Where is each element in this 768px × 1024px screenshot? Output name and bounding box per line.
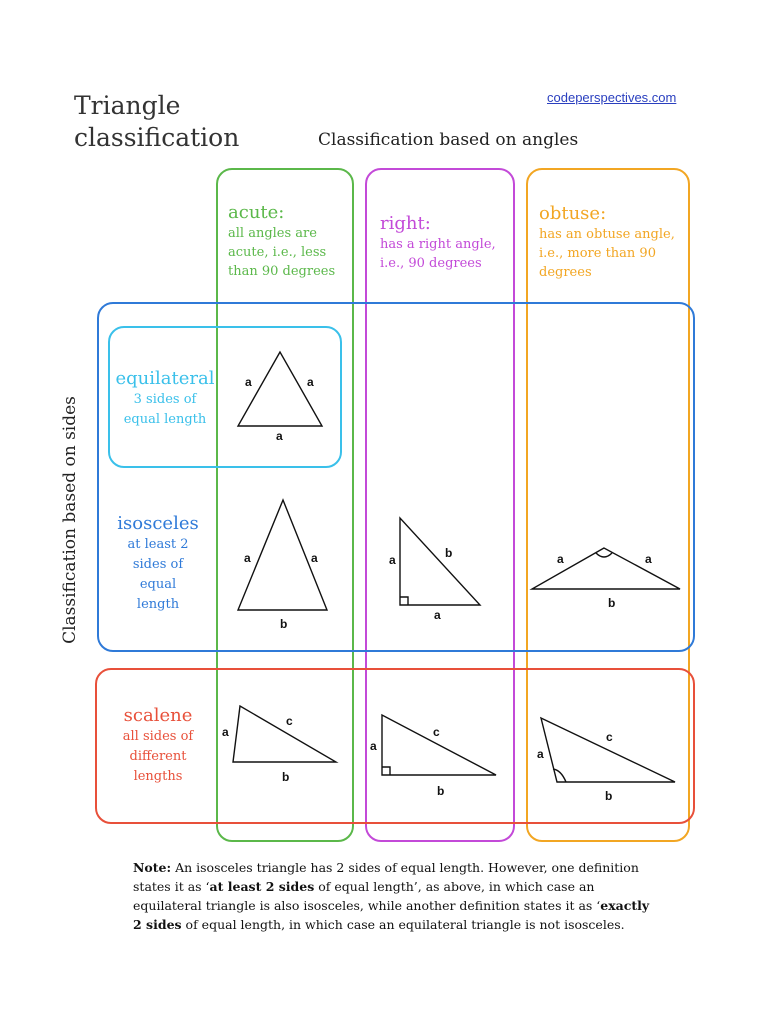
equilateral-acute-triangle bbox=[238, 352, 322, 426]
scalene-desc-line: lengths bbox=[133, 769, 183, 784]
side-label: a bbox=[434, 608, 441, 622]
right-desc-line: has a right angle, bbox=[380, 237, 496, 252]
obtuse-angle-arc bbox=[596, 553, 612, 557]
side-label: b bbox=[280, 617, 288, 631]
side-label: c bbox=[433, 725, 440, 739]
equilateral-desc-line: equal length bbox=[123, 412, 207, 427]
sides-heading: Classification based on sides bbox=[60, 396, 80, 644]
isosceles-desc-line: length bbox=[136, 597, 180, 612]
note-text: An isosceles triangle has 2 sides of equal length. However, one definition states it as ‘ bbox=[133, 860, 639, 894]
side-label: b bbox=[282, 770, 290, 784]
side-label: a bbox=[307, 375, 314, 389]
obtuse-title: obtuse: bbox=[539, 203, 607, 224]
side-label: a bbox=[244, 551, 251, 565]
right-angle-marker bbox=[382, 767, 390, 775]
title-line-1: Triangle bbox=[74, 91, 181, 120]
note-text: of equal length, in which case an equilateral triangle is not isosceles. bbox=[181, 917, 625, 932]
title-line-2: classification bbox=[74, 123, 240, 152]
side-label: c bbox=[286, 714, 293, 728]
scalene-right-triangle bbox=[382, 715, 496, 775]
obtuse-desc-line: degrees bbox=[539, 265, 592, 280]
scalene-obtuse-triangle bbox=[541, 718, 675, 782]
side-label: a bbox=[645, 552, 652, 566]
side-label: a bbox=[557, 552, 564, 566]
side-label: b bbox=[605, 789, 613, 803]
side-label: a bbox=[537, 747, 544, 761]
acute-title: acute: bbox=[228, 202, 285, 223]
site-link[interactable]: codeperspectives.com bbox=[547, 90, 677, 105]
acute-desc-line: acute, i.e., less bbox=[228, 245, 327, 260]
side-label: b bbox=[445, 546, 453, 560]
isosceles-title: isosceles bbox=[117, 513, 199, 534]
scalene-title: scalene bbox=[123, 705, 193, 726]
scalene-desc-line: different bbox=[129, 749, 187, 764]
side-label: a bbox=[370, 739, 377, 753]
side-label: a bbox=[222, 725, 229, 739]
right-desc-line: i.e., 90 degrees bbox=[380, 256, 482, 271]
side-label: c bbox=[606, 730, 613, 744]
scalene-desc-line: all sides of bbox=[122, 729, 194, 744]
isosceles-desc-line: sides of bbox=[132, 557, 184, 572]
note-text: of equal length’, as above, in which case an equilateral triangle is also isosceles, while another definition states it as ‘ bbox=[133, 879, 601, 913]
obtuse-desc-line: has an obtuse angle, bbox=[539, 227, 675, 242]
side-label: a bbox=[245, 375, 252, 389]
right-title: right: bbox=[380, 213, 431, 234]
acute-desc-line: all angles are bbox=[228, 226, 317, 241]
isosceles-desc-line: equal bbox=[139, 577, 177, 592]
acute-desc-line: than 90 degrees bbox=[228, 264, 336, 279]
obtuse-desc-line: i.e., more than 90 bbox=[539, 246, 656, 261]
side-label: a bbox=[389, 553, 396, 567]
angles-heading: Classification based on angles bbox=[318, 130, 579, 150]
side-label: a bbox=[311, 551, 318, 565]
note-emphasis: at least 2 sides bbox=[209, 879, 315, 894]
scalene-acute-triangle bbox=[233, 706, 336, 762]
note-emphasis: exactly 2 sides bbox=[133, 898, 650, 932]
isosceles-desc-line: at least 2 bbox=[127, 537, 189, 552]
side-label: b bbox=[437, 784, 445, 798]
note-label: Note: bbox=[133, 860, 172, 875]
side-label: b bbox=[608, 596, 616, 610]
footnote bbox=[133, 858, 653, 934]
side-label: a bbox=[276, 429, 283, 443]
right-angle-marker bbox=[400, 597, 408, 605]
isosceles-right-triangle bbox=[400, 518, 480, 605]
isosceles-obtuse-triangle bbox=[532, 548, 680, 589]
equilateral-desc-line: 3 sides of bbox=[133, 392, 197, 407]
equilateral-title: equilateral bbox=[115, 368, 215, 389]
